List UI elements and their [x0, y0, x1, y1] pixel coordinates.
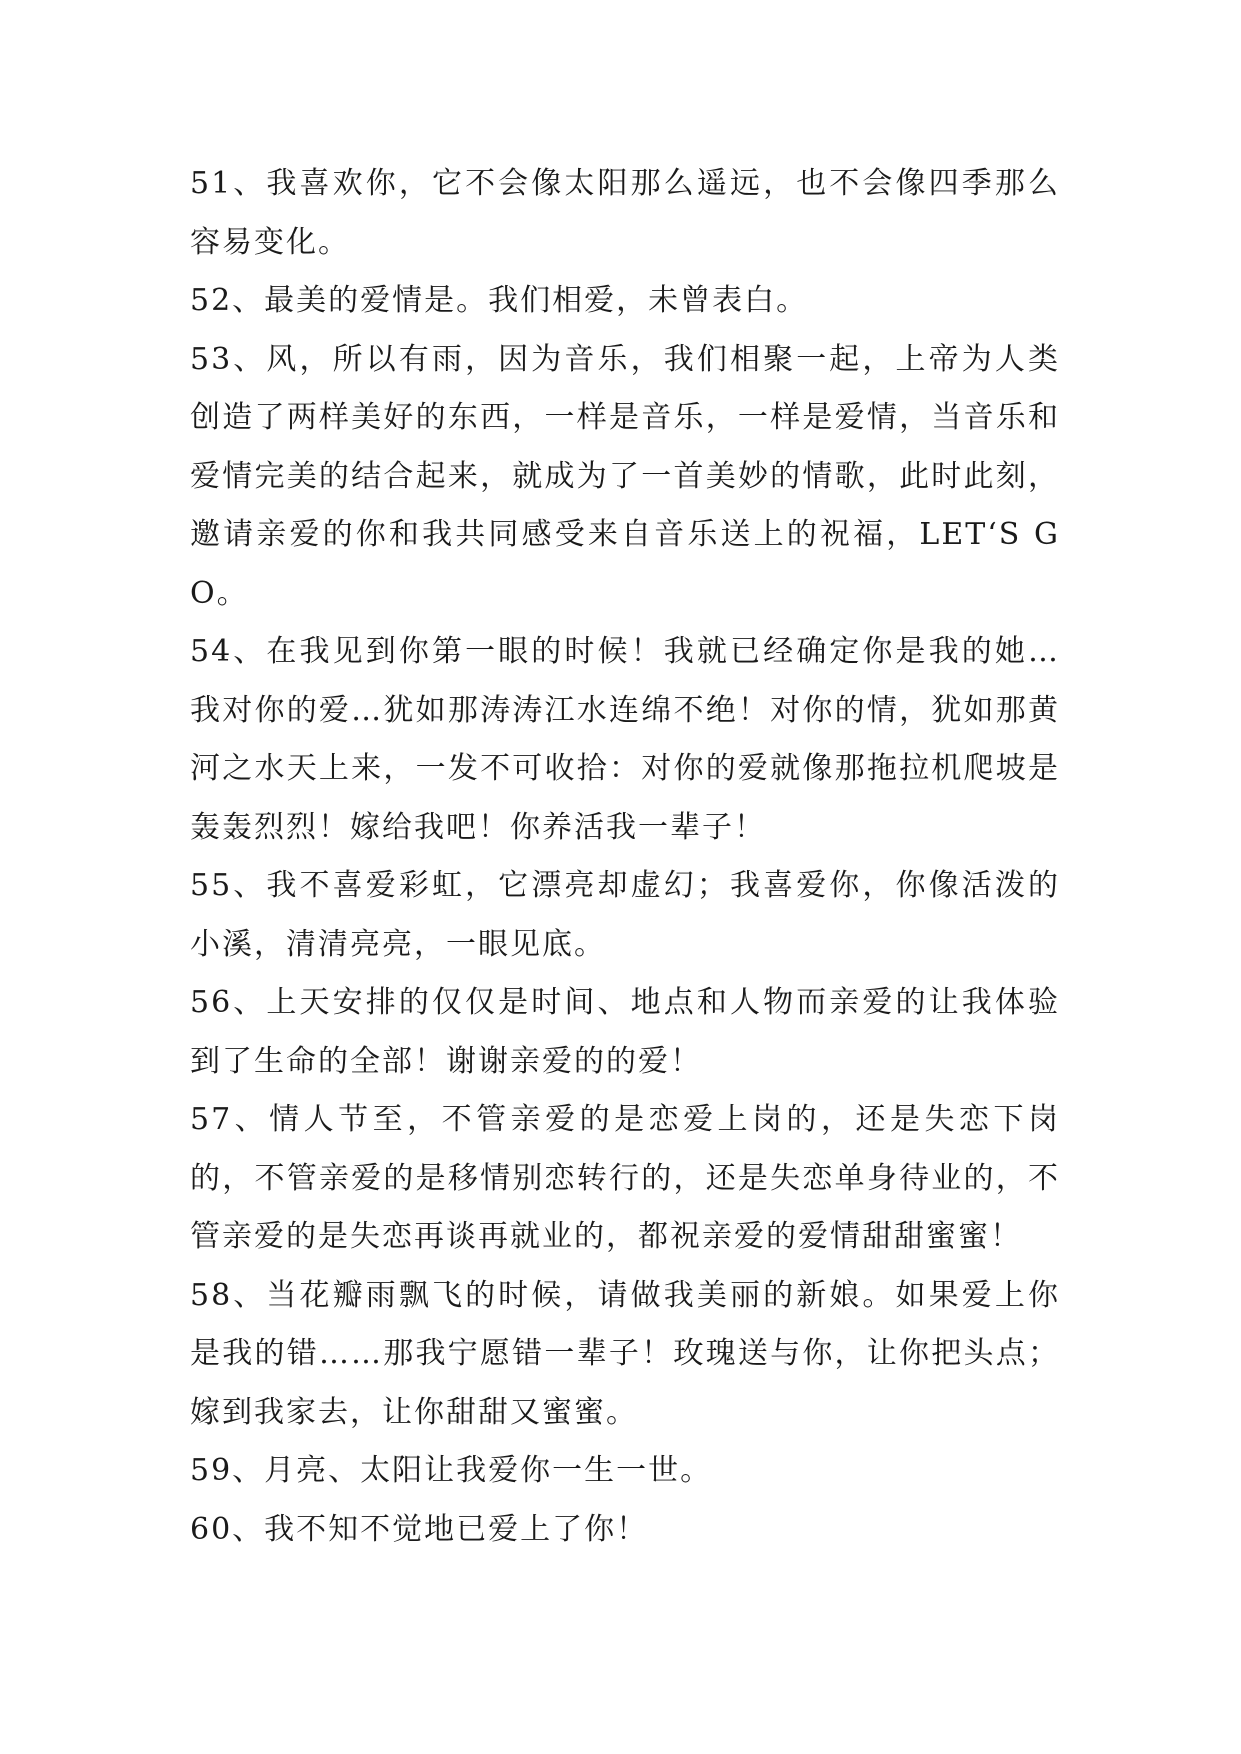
- entry-55: 55、我不喜爱彩虹，它漂亮却虚幻；我喜爱你，你像活泼的小溪，清清亮亮，一眼见底。: [190, 868, 1060, 962]
- entry-51: 51、我喜欢你，它不会像太阳那么遥远，也不会像四季那么容易变化。: [190, 166, 1060, 260]
- entry-58: 58、当花瓣雨飘飞的时候，请做我美丽的新娘。如果爱上你是我的错……那我宁愿错一辈子！玫瑰送与你，让你把头点；嫁到我家去，让你甜甜又蜜蜜。: [190, 1277, 1060, 1430]
- entry-54: 54、在我见到你第一眼的时候！我就已经确定你是我的她…我对你的爱…犹如那涛涛江水连绵不绝！对你的情，犹如那黄河之水天上来，一发不可收拾：对你的爱就像那拖拉机爬坡是轰轰烈烈！嫁给我吧！你养活我一辈子！: [190, 634, 1060, 845]
- document-body: [190, 155, 1060, 1559]
- entry-59: 59、月亮、太阳让我爱你一生一世。: [190, 1453, 713, 1488]
- entry-53: 53、风，所以有雨，因为音乐，我们相聚一起，上帝为人类创造了两样美好的东西，一样是音乐，一样是爱情，当音乐和爱情完美的结合起来，就成为了一首美妙的情歌，此时此刻，邀请亲爱的你和我共同感受来自音乐送上的祝福，LET‘S GO。: [190, 341, 1060, 611]
- entry-56: 56、上天安排的仅仅是时间、地点和人物而亲爱的让我体验到了生命的全部！谢谢亲爱的的爱！: [190, 985, 1060, 1079]
- entry-52: 52、最美的爱情是。我们相爱，未曾表白。: [190, 283, 809, 318]
- entry-57: 57、情人节至，不管亲爱的是恋爱上岗的，还是失恋下岗的，不管亲爱的是移情别恋转行的，还是失恋单身待业的，不管亲爱的是失恋再谈再就业的，都祝亲爱的爱情甜甜蜜蜜！: [190, 1102, 1060, 1254]
- entry-60: 60、我不知不觉地已爱上了你！: [190, 1511, 649, 1547]
